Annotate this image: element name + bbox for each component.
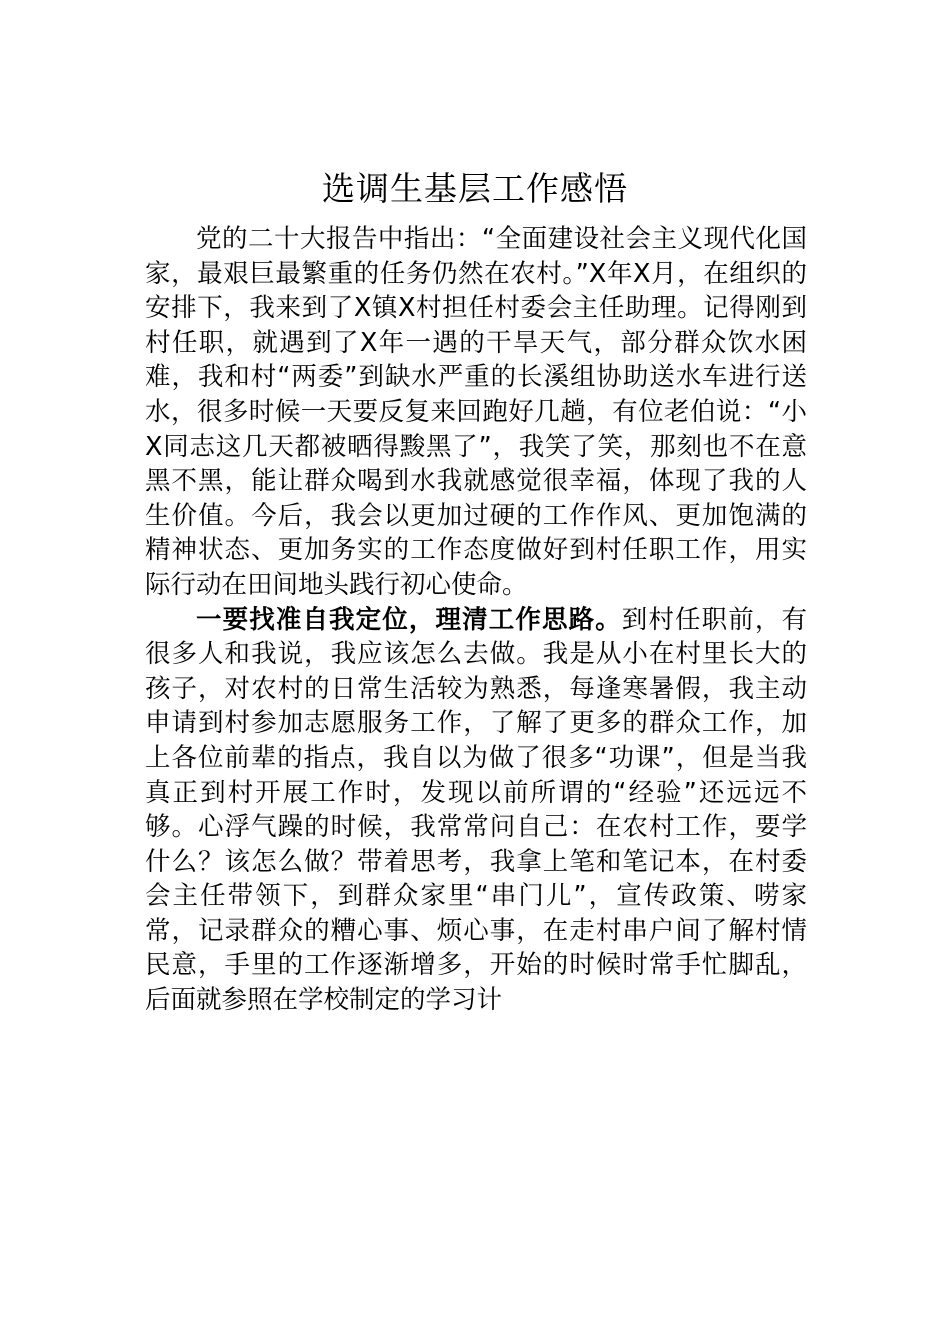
paragraph-2: [145, 603, 807, 1018]
paragraph-1: [145, 222, 807, 603]
document-body: [145, 222, 807, 1018]
paragraph-2-lead: 一要找准自我定位，理清工作思路。: [196, 604, 622, 635]
paragraph-1-text: 党的二十大报告中指出：“全面建设社会主义现代化国家，最艰巨最繁重的任务仍然在农村。”X年X月，在组织的安排下，我来到了X镇X村担任村委会主任助理。记得刚到村任职，就遇到了X年一遇的干旱天气，部分群众饮水困难，我和村“两委”到缺水严重的长溪组协助送水车进行送水，很多时候一天要反复来回跑好几趟，有位老伯说：“小X同志这几天都被晒得黢黑了”，我笑了笑，那刻也不在意黑不黑，能让群众喝到水我就感觉很幸福，体现了我的人生价值。今后，我会以更加过硬的工作作风、更加饱满的精神状态、更加务实的工作态度做好到村任职工作，用实际行动在田间地头践行初心使命。: [145, 224, 807, 600]
paragraph-2-text: 到村任职前，有很多人和我说，我应该怎么去做。我是从小在村里长大的孩子，对农村的日常生活较为熟悉，每逢寒暑假，我主动申请到村参加志愿服务工作，了解了更多的群众工作，加上各位前辈的指点，我自以为做了很多“功课”，但是当我真正到村开展工作时，发现以前所谓的“经验”还远远不够。心浮气躁的时候，我常常问自己：在农村工作，要学什么？该怎么做？带着思考，我拿上笔和笔记本，在村委会主任带领下，到群众家里“串门儿”，宣传政策、唠家常，记录群众的糟心事、烦心事，在走村串户间了解村情民意，手里的工作逐渐增多，开始的时候时常手忙脚乱，后面就参照在学校制定的学习计: [145, 604, 807, 1016]
document-title: 选调生基层工作感悟: [322, 169, 628, 208]
